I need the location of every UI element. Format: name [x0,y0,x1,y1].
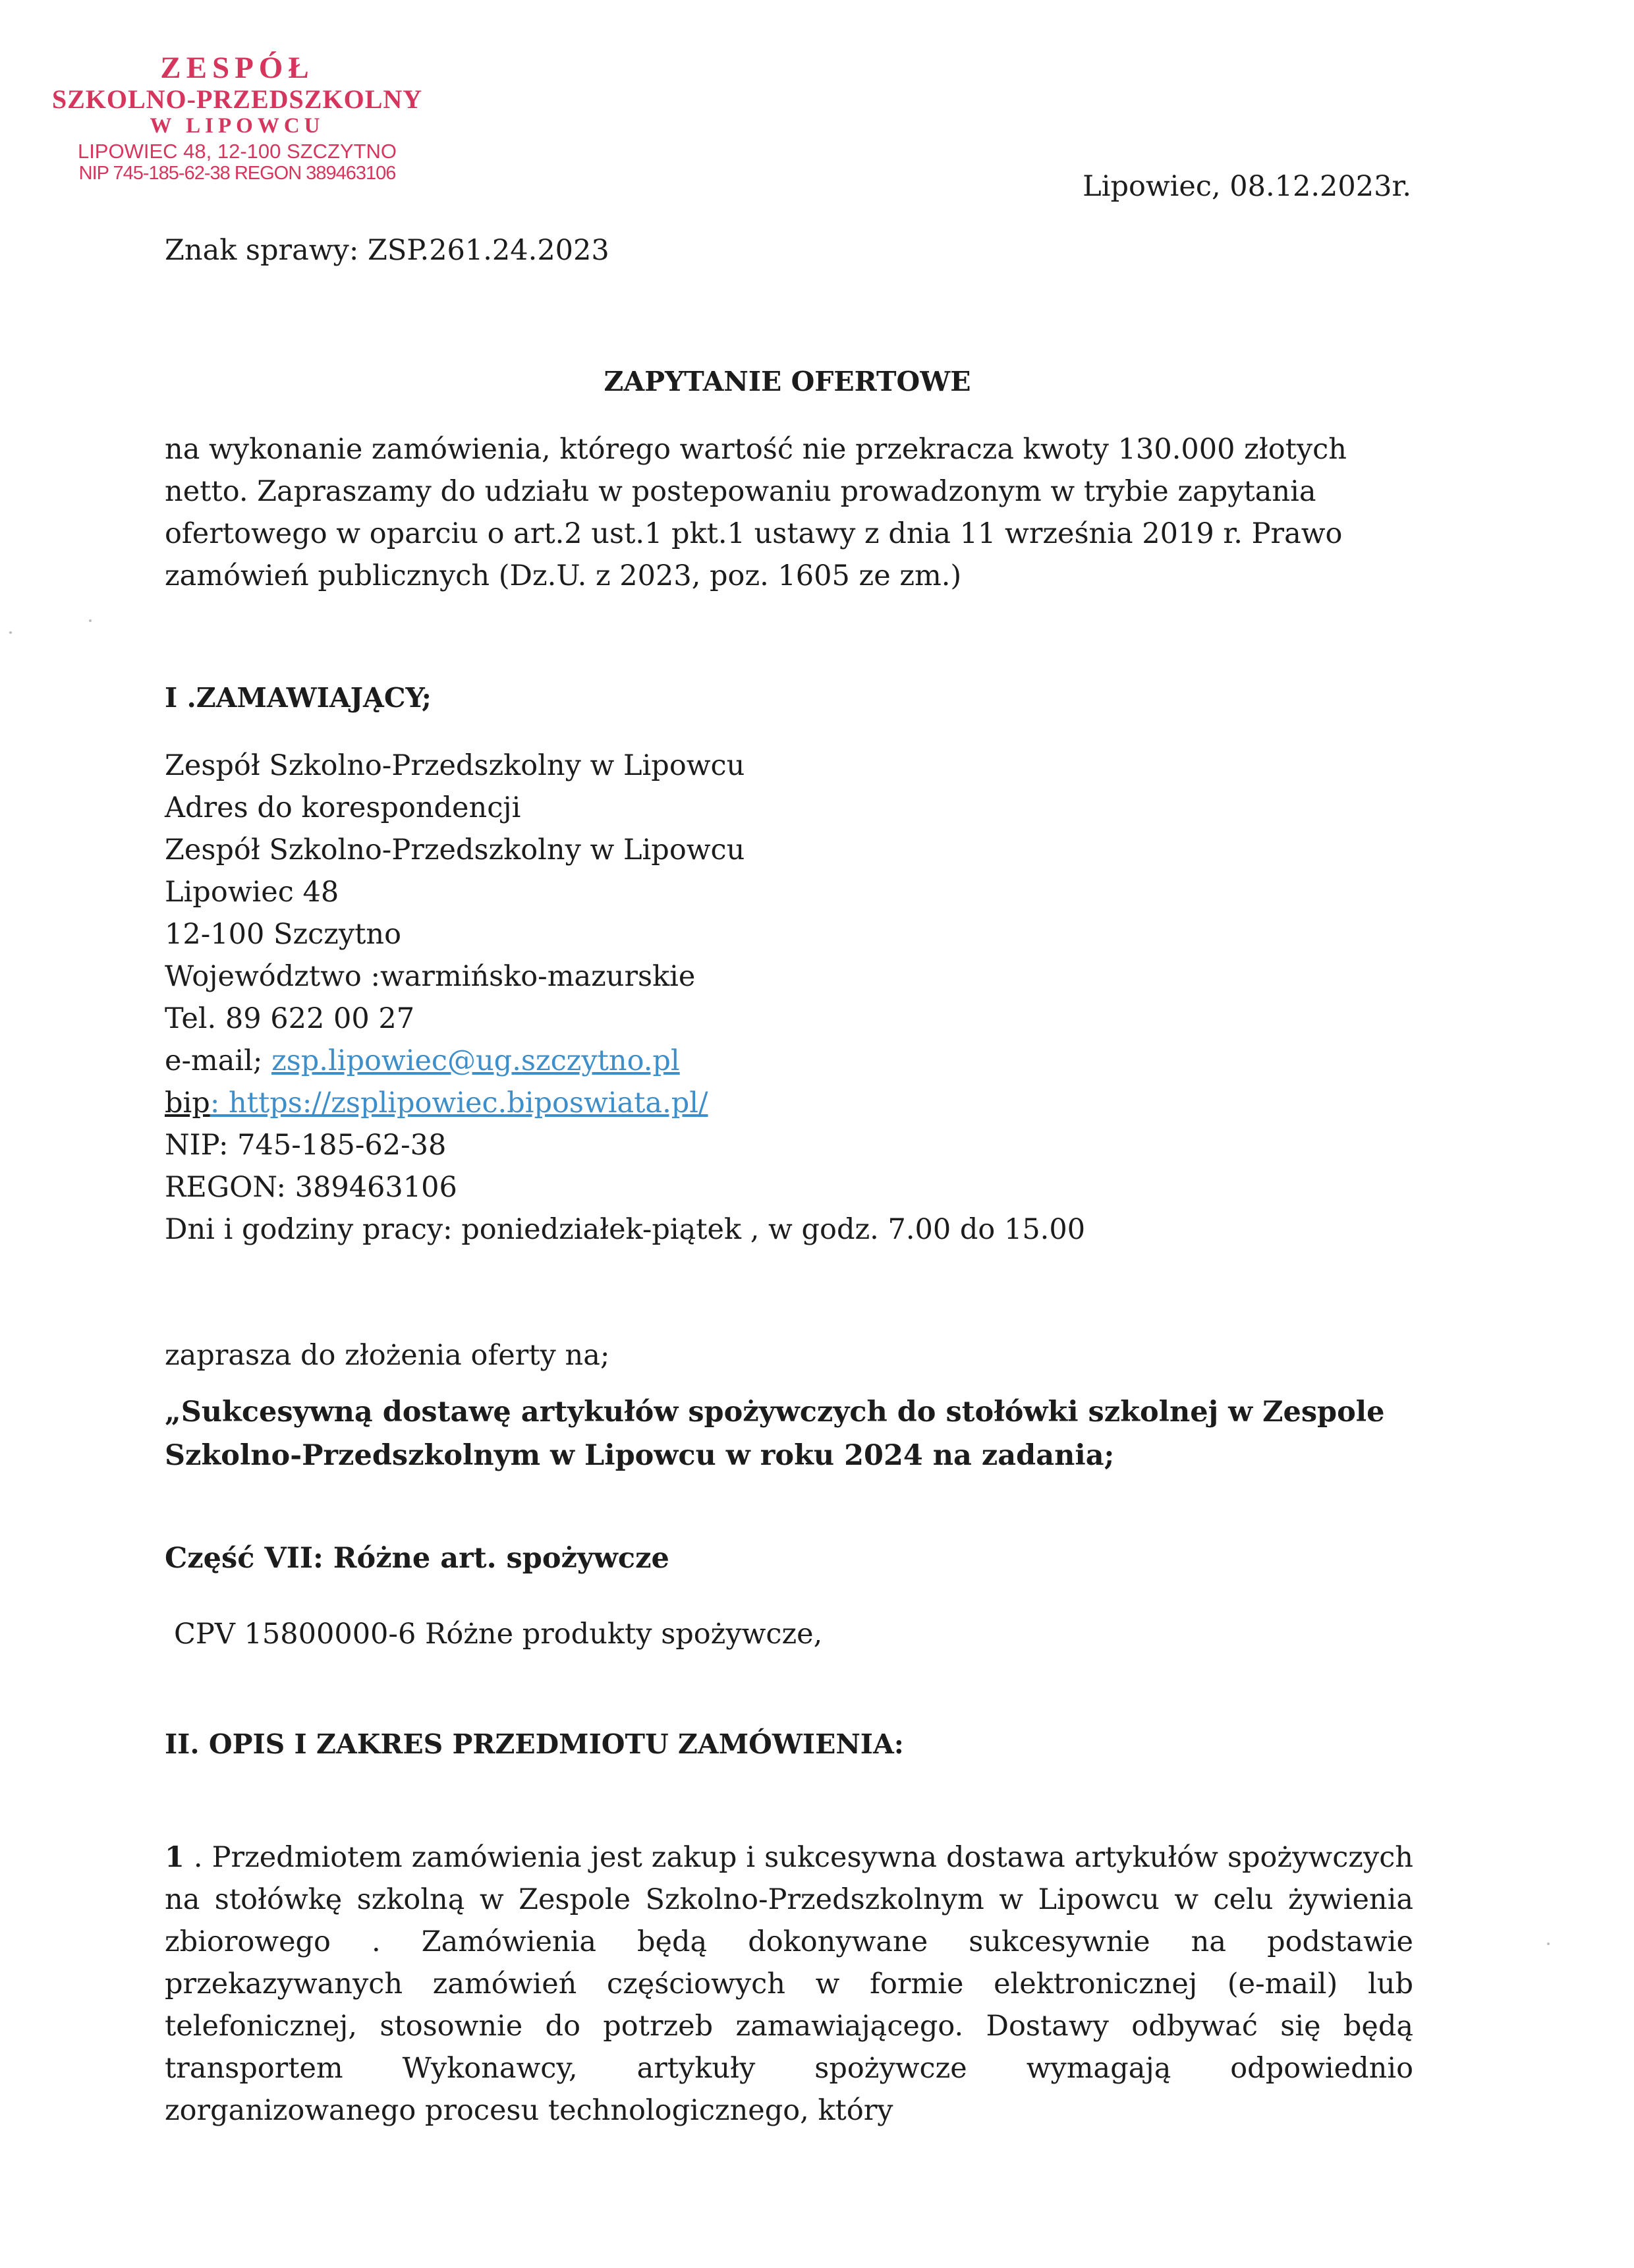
address-line: Województwo :warmińsko-mazurskie [165,960,696,993]
scan-speck [9,631,12,634]
stamp-line-2: SZKOLNO-PRZEDSZKOLNY [51,84,423,114]
item-number: 1 [165,1841,184,1874]
section-2-paragraph [165,1836,1413,2132]
email-label: e-mail; [165,1044,272,1077]
regon-line: REGON: 389463106 [165,1171,457,1204]
stamp-line-3: W LIPOWCU [150,114,325,138]
bip-line [165,1082,1085,1124]
contracting-authority-details [165,745,1085,1251]
section-2-heading: II. OPIS I ZAKRES PRZEDMIOTU ZAMÓWIENIA: [165,1728,904,1760]
address-line: Zespół Szkolno-Przedszkolny w Lipowcu [165,749,745,782]
item-text: . Przedmiotem zamówienia jest zakup i sukcesywna dostawa artykułów spożywczych na stołówkę szkolną w Zespole Szkolno-Przedszkolnym w Lipowcu w celu żywienia zbiorowego . Zamówienia będą dokonywane sukcesywnie na podstawie przekazywanych zamówień częściowych w formie elektronicznej (e-mail) lub telefonicznej, stosownie do potrzeb zamawiającego. Dostawy odbywać się będą transportem Wykonawcy, artykuły spożywcze wymagają odpowiednio zorganizowanego procesu technologicznego, który [165,1841,1413,2127]
scan-speck [89,619,92,622]
part-heading: Część VII: Różne art. spożywcze [165,1542,669,1575]
intro-paragraph: na wykonanie zamówienia, którego wartość nie przekracza kwoty 130.000 złotych netto. Zapraszamy do udziału w postepowaniu prowadzonym w trybie zapytania ofertowego w oparciu o art.2 ust.1 pkt.1 ustawy z dnia 11 września 2019 r. Prawo zamówień publicznych (Dz.U. z 2023, poz. 1605 ze zm.) [165,433,1347,592]
address-line: 12-100 Szczytno [165,918,401,951]
address-line: Zespół Szkolno-Przedszkolny w Lipowcu [165,834,745,866]
cpv-code: CPV 15800000-6 Różne produkty spożywcze, [174,1618,823,1651]
order-subject: „Sukcesywną dostawę artykułów spożywczych do stołówki szkolnej w Zespole Szkolno-Przedszkolnym w Lipowcu w roku 2024 na zadania; [165,1396,1385,1472]
document-date: Lipowiec, 08.12.2023r. [1083,170,1411,203]
address-line: Lipowiec 48 [165,876,339,909]
email-link[interactable]: zsp.lipowiec@ug.szczytno.pl [271,1044,680,1077]
office-hours-line: Dni i godziny pracy: poniedziałek-piątek , w godz. 7.00 do 15.00 [165,1213,1086,1246]
bip-label: bip [165,1087,210,1120]
email-line [165,1040,1085,1082]
address-line: Adres do korespondencji [165,791,521,824]
institution-stamp [46,53,428,183]
stamp-line-4: LIPOWIEC 48, 12-100 SZCZYTNO [77,140,397,163]
section-1-heading: I .ZAMAWIAJĄCY; [165,682,432,714]
bip-link[interactable]: : https://zsplipowiec.biposwiata.pl/ [210,1087,708,1120]
stamp-line-5: NIP 745-185-62-38 REGON 389463106 [78,163,396,184]
document-title: ZAPYTANIE OFERTOWE [604,366,971,397]
phone-line: Tel. 89 622 00 27 [165,1002,415,1035]
scan-speck [1547,1942,1550,1945]
invitation-text: zaprasza do złożenia oferty na; [165,1339,610,1372]
case-reference: Znak sprawy: ZSP.261.24.2023 [165,234,609,267]
nip-line: NIP: 745-185-62-38 [165,1129,447,1162]
stamp-line-1: ZESPÓŁ [160,51,314,85]
